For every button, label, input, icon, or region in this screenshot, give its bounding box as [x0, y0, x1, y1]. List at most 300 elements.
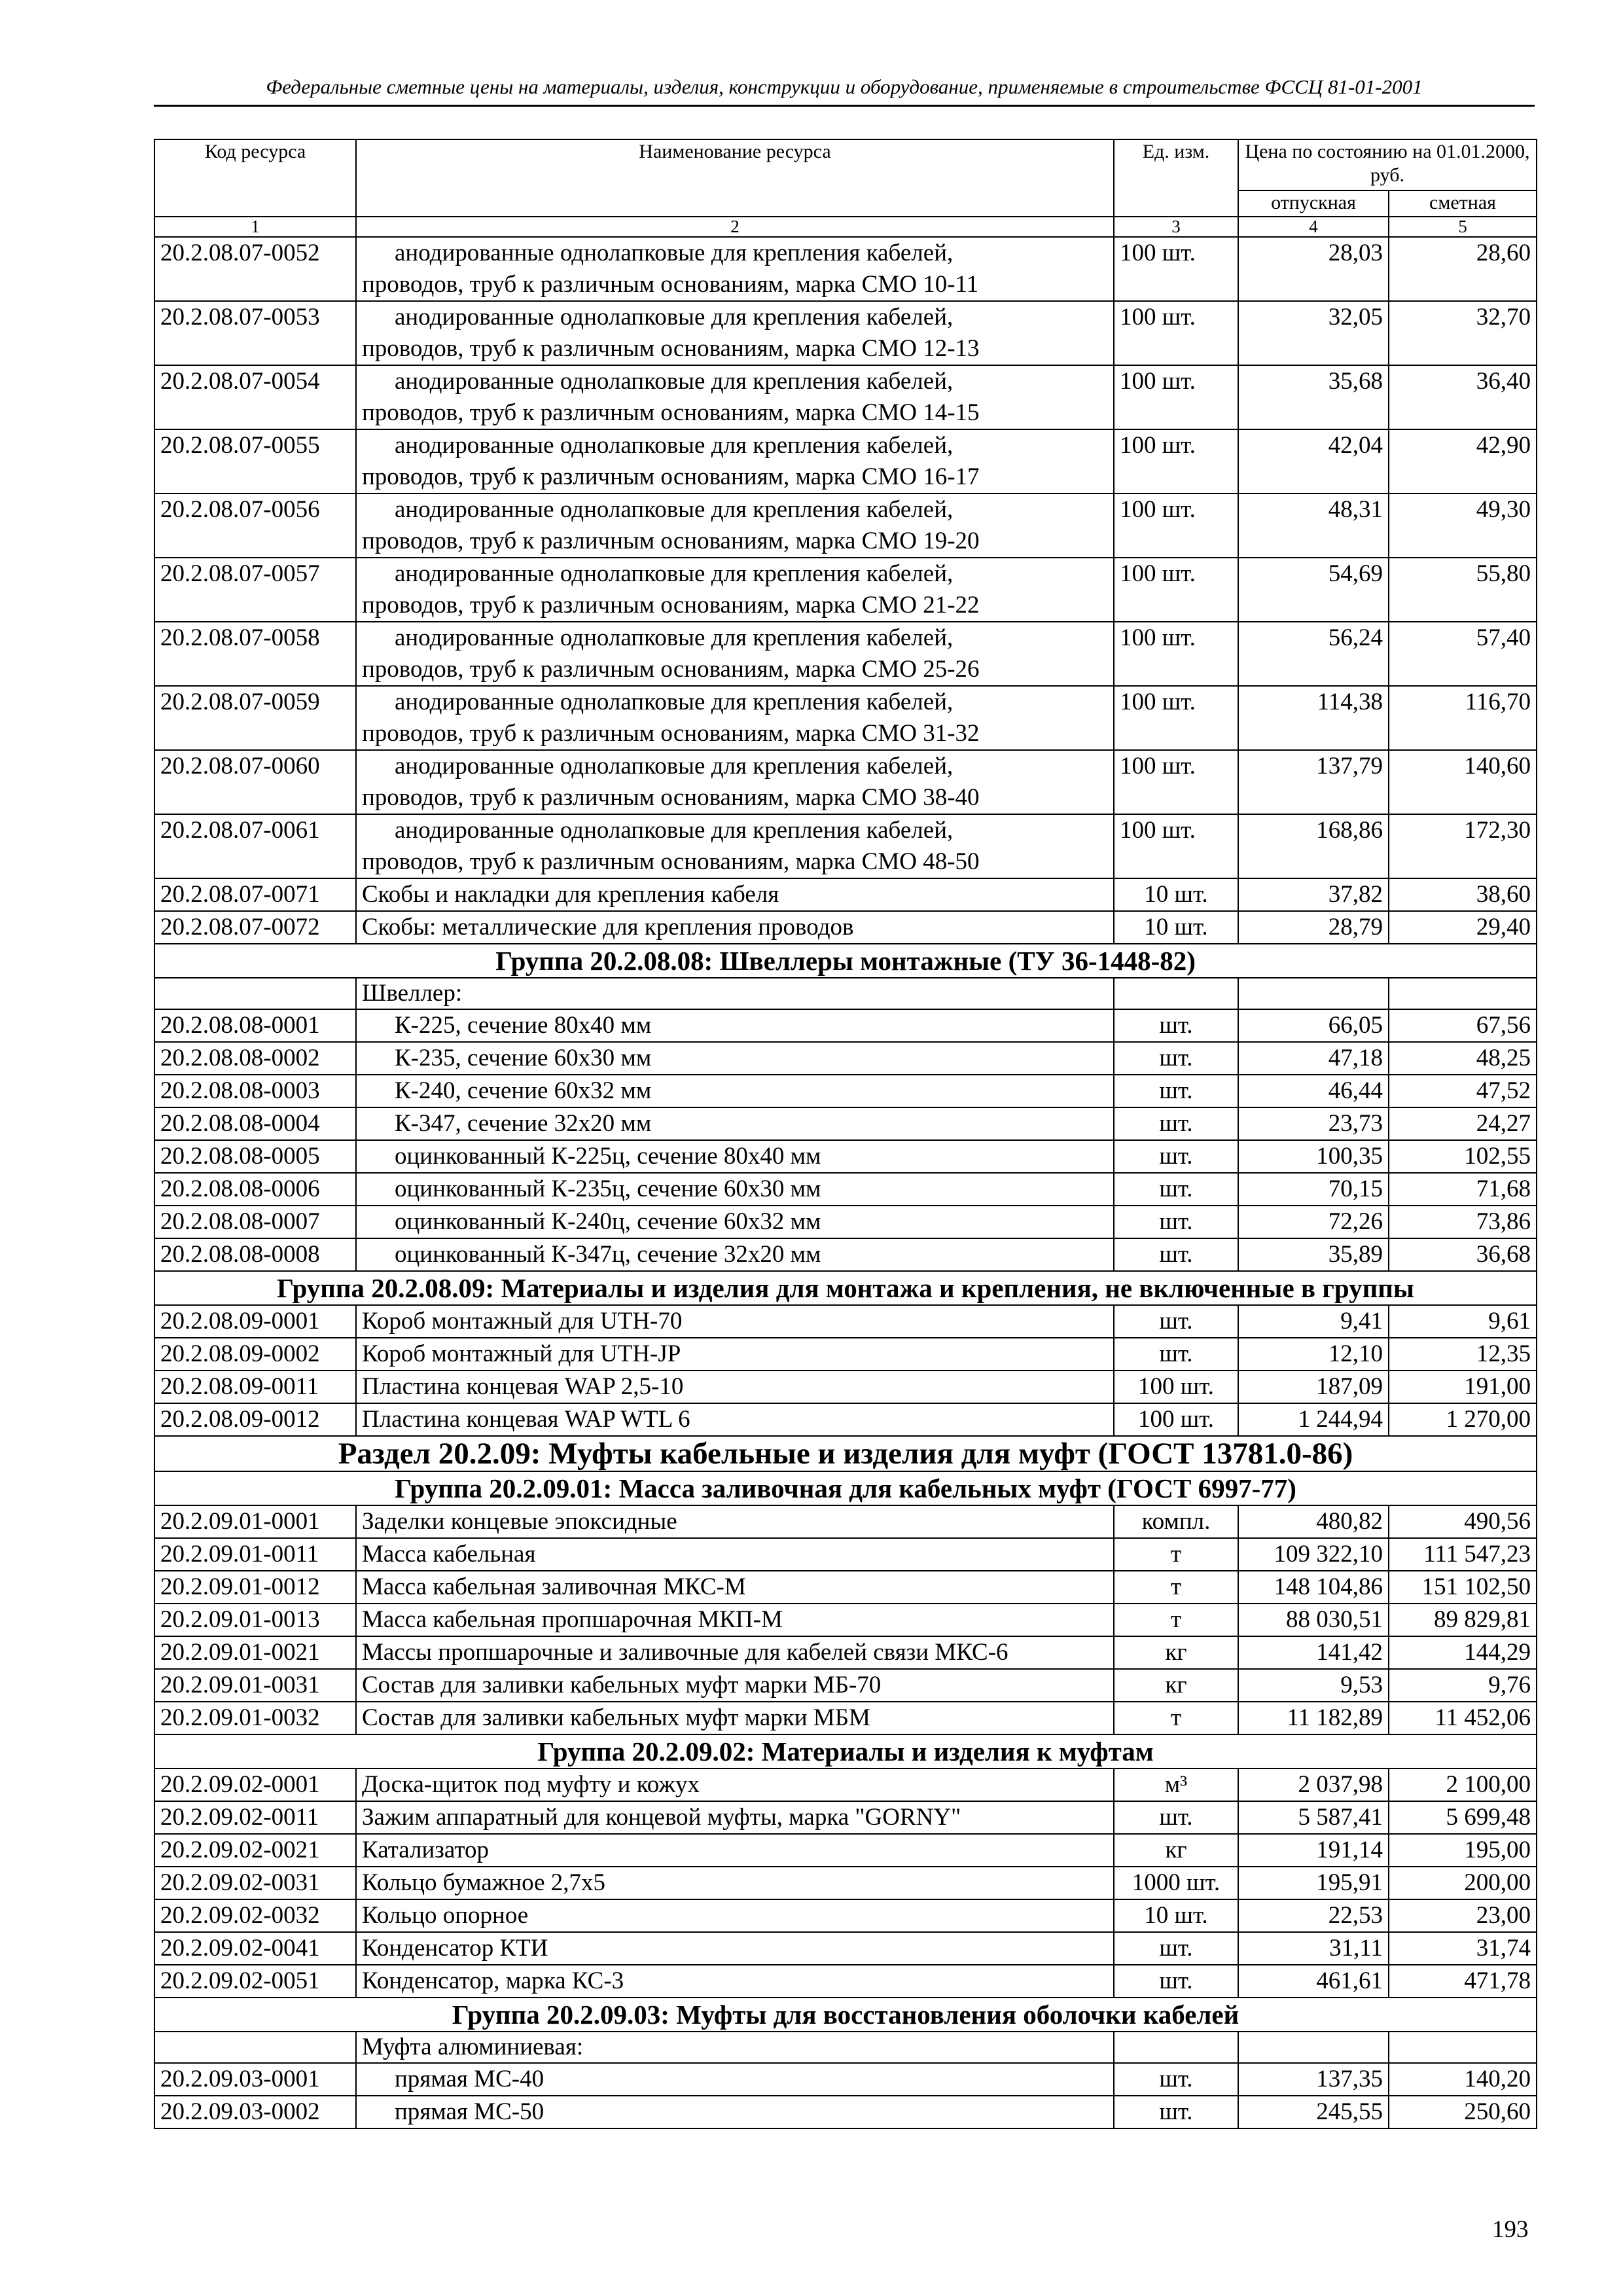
col-number: 4 [1238, 217, 1389, 237]
price-release: 461,61 [1238, 1965, 1389, 1998]
table-row [154, 493, 1537, 558]
group-title [154, 1271, 1537, 1305]
section-title [154, 1436, 1537, 1471]
resource-code: 20.2.08.09-0002 [154, 1338, 356, 1371]
price-release: 100,35 [1238, 1140, 1389, 1173]
price-release: 148 104,86 [1238, 1571, 1389, 1604]
price-estimate: 140,20 [1389, 2063, 1537, 2096]
resource-name-line1: анодированные однолапковые для крепления кабелей, [395, 304, 954, 331]
resource-name-line1: анодированные однолапковые для крепления кабелей, [395, 624, 954, 651]
table-row [154, 878, 1537, 911]
resource-name: прямая МС-40 [356, 2063, 1114, 2096]
resource-code: 20.2.09.01-0012 [154, 1571, 356, 1604]
unit: шт. [1114, 1009, 1238, 1042]
resource-code: 20.2.09.02-0041 [154, 1932, 356, 1965]
resource-name: Масса кабельная заливочная МКС-М [356, 1571, 1114, 1604]
resource-name: Катализатор [356, 1834, 1114, 1867]
price-estimate: 49,30 [1389, 493, 1537, 558]
price-release: 46,44 [1238, 1075, 1389, 1107]
resource-code [154, 2032, 356, 2063]
unit: кг [1114, 1636, 1238, 1669]
unit: шт. [1114, 1305, 1238, 1338]
table-row [154, 558, 1537, 622]
unit: 100 шт. [1114, 429, 1238, 493]
price-estimate: 1 270,00 [1389, 1403, 1537, 1436]
resource-code [154, 978, 356, 1009]
subheading-text: Швеллер: [356, 978, 1114, 1009]
subheading-row [154, 2032, 1537, 2063]
col-number: 2 [356, 217, 1114, 237]
resource-code: 20.2.08.08-0008 [154, 1238, 356, 1271]
resource-code: 20.2.08.07-0072 [154, 911, 356, 944]
table-row [154, 1107, 1537, 1140]
table-row [154, 814, 1537, 878]
price-release: 1 244,94 [1238, 1403, 1389, 1436]
unit: 100 шт. [1114, 814, 1238, 878]
unit: шт. [1114, 1965, 1238, 1998]
price-estimate: 47,52 [1389, 1075, 1537, 1107]
resource-code: 20.2.08.07-0071 [154, 878, 356, 911]
header-price-release: отпускная [1238, 190, 1389, 217]
price-estimate: 48,25 [1389, 1042, 1537, 1075]
resource-name-line2: проводов, труб к различным основаниям, марка СМО 21-22 [362, 592, 980, 619]
resource-name: прямая МС-50 [356, 2096, 1114, 2128]
table-row [154, 1801, 1537, 1834]
resource-code: 20.2.08.09-0011 [154, 1371, 356, 1403]
price-estimate: 200,00 [1389, 1867, 1537, 1899]
price-release: 47,18 [1238, 1042, 1389, 1075]
header-rule [154, 105, 1535, 107]
resource-code: 20.2.09.02-0011 [154, 1801, 356, 1834]
table-row [154, 750, 1537, 814]
unit: кг [1114, 1834, 1238, 1867]
group-title-text: Группа 20.2.09.01: Масса заливочная для кабельных муфт (ГОСТ 6997-77) [154, 1471, 1537, 1505]
price-estimate: 71,68 [1389, 1173, 1537, 1206]
resource-code: 20.2.08.09-0001 [154, 1305, 356, 1338]
resource-code: 20.2.08.07-0055 [154, 429, 356, 493]
header-code: Код ресурса [154, 139, 356, 217]
resource-name [356, 365, 1114, 429]
price-estimate: 36,40 [1389, 365, 1537, 429]
unit: 100 шт. [1114, 493, 1238, 558]
price-release: 28,79 [1238, 911, 1389, 944]
resource-code: 20.2.08.07-0058 [154, 622, 356, 686]
resource-name-line2: проводов, труб к различным основаниям, марка СМО 10-11 [362, 271, 979, 298]
unit: 100 шт. [1114, 301, 1238, 365]
resource-code: 20.2.09.02-0031 [154, 1867, 356, 1899]
resource-code: 20.2.08.07-0054 [154, 365, 356, 429]
price-estimate: 172,30 [1389, 814, 1537, 878]
resource-code: 20.2.08.07-0052 [154, 237, 356, 301]
resource-name [356, 493, 1114, 558]
table-row [154, 622, 1537, 686]
table-row [154, 1636, 1537, 1669]
unit [1114, 2032, 1238, 2063]
resource-code: 20.2.08.08-0001 [154, 1009, 356, 1042]
resource-name [356, 686, 1114, 750]
table-body [154, 237, 1537, 2128]
resource-name-line2: проводов, труб к различным основаниям, марка СМО 12-13 [362, 335, 980, 362]
price-release: 9,53 [1238, 1669, 1389, 1702]
resource-code: 20.2.08.07-0059 [154, 686, 356, 750]
resource-name-line2: проводов, труб к различным основаниям, марка СМО 48-50 [362, 848, 980, 875]
resource-name [356, 237, 1114, 301]
price-release: 137,35 [1238, 2063, 1389, 2096]
price-estimate: 24,27 [1389, 1107, 1537, 1140]
price-estimate: 151 102,50 [1389, 1571, 1537, 1604]
unit: 100 шт. [1114, 622, 1238, 686]
price-estimate: 250,60 [1389, 2096, 1537, 2128]
resource-name-line1: анодированные однолапковые для крепления кабелей, [395, 240, 954, 266]
resource-name-line2: проводов, труб к различным основаниям, марка СМО 19-20 [362, 528, 980, 554]
resource-name [356, 622, 1114, 686]
price-release: 23,73 [1238, 1107, 1389, 1140]
unit: 100 шт. [1114, 1403, 1238, 1436]
price-release: 31,11 [1238, 1932, 1389, 1965]
price-release: 141,42 [1238, 1636, 1389, 1669]
resource-name-line2: проводов, труб к различным основаниям, марка СМО 38-40 [362, 784, 980, 811]
price-release: 191,14 [1238, 1834, 1389, 1867]
unit: шт. [1114, 1107, 1238, 1140]
resource-name: Конденсатор, марка КС-3 [356, 1965, 1114, 1998]
group-title-text: Группа 20.2.08.09: Материалы и изделия для монтажа и крепления, не включенные в группы [154, 1271, 1537, 1305]
price-estimate: 140,60 [1389, 750, 1537, 814]
table-row [154, 1538, 1537, 1571]
resource-code: 20.2.09.02-0051 [154, 1965, 356, 1998]
unit [1114, 978, 1238, 1009]
price-release: 88 030,51 [1238, 1604, 1389, 1636]
resource-name: Конденсатор КТИ [356, 1932, 1114, 1965]
resource-name: Короб монтажный для UTH-JP [356, 1338, 1114, 1371]
price-estimate: 89 829,81 [1389, 1604, 1537, 1636]
unit: 100 шт. [1114, 750, 1238, 814]
resource-name: К-240, сечение 60х32 мм [356, 1075, 1114, 1107]
resource-code: 20.2.09.01-0021 [154, 1636, 356, 1669]
group-title [154, 1998, 1537, 2032]
resource-code: 20.2.09.02-0001 [154, 1768, 356, 1801]
resource-name-line1: анодированные однолапковые для крепления кабелей, [395, 496, 954, 523]
price-release: 245,55 [1238, 2096, 1389, 2128]
resource-name: Кольцо опорное [356, 1899, 1114, 1932]
table-row [154, 2096, 1537, 2128]
resource-code: 20.2.09.02-0032 [154, 1899, 356, 1932]
unit: т [1114, 1538, 1238, 1571]
price-estimate [1389, 2032, 1537, 2063]
table-row [154, 1238, 1537, 1271]
resource-name-line2: проводов, труб к различным основаниям, марка СМО 16-17 [362, 463, 980, 490]
table-row [154, 1338, 1537, 1371]
resource-name: К-347, сечение 32х20 мм [356, 1107, 1114, 1140]
unit: 1000 шт. [1114, 1867, 1238, 1899]
col-number: 5 [1389, 217, 1537, 237]
table-row [154, 1899, 1537, 1932]
unit: 100 шт. [1114, 1371, 1238, 1403]
price-estimate: 57,40 [1389, 622, 1537, 686]
price-release: 72,26 [1238, 1206, 1389, 1238]
unit: шт. [1114, 1173, 1238, 1206]
table-row [154, 686, 1537, 750]
resource-name: Масса кабельная пропшарочная МКП-М [356, 1604, 1114, 1636]
resource-code: 20.2.08.07-0061 [154, 814, 356, 878]
resource-name: Пластина концевая WAP 2,5-10 [356, 1371, 1114, 1403]
header-price-group: Цена по состоянию на 01.01.2000, руб. [1238, 139, 1537, 190]
resource-code: 20.2.08.07-0053 [154, 301, 356, 365]
price-estimate: 55,80 [1389, 558, 1537, 622]
price-release: 32,05 [1238, 301, 1389, 365]
price-release: 480,82 [1238, 1505, 1389, 1538]
table-row [154, 1571, 1537, 1604]
group-title-text: Группа 20.2.08.08: Швеллеры монтажные (ТУ 36-1448-82) [154, 944, 1537, 978]
page-number: 193 [1492, 2216, 1529, 2243]
resource-name: Зажим аппаратный для концевой муфты, марка "GORNY" [356, 1801, 1114, 1834]
price-release: 54,69 [1238, 558, 1389, 622]
price-release: 137,79 [1238, 750, 1389, 814]
resource-name: К-235, сечение 60х30 мм [356, 1042, 1114, 1075]
price-estimate: 36,68 [1389, 1238, 1537, 1271]
price-release [1238, 2032, 1389, 2063]
table-row [154, 301, 1537, 365]
resource-name: Скобы и накладки для крепления кабеля [356, 878, 1114, 911]
resource-name: Масса кабельная [356, 1538, 1114, 1571]
resource-name-line1: анодированные однолапковые для крепления кабелей, [395, 368, 954, 395]
group-title-text: Группа 20.2.09.02: Материалы и изделия к муфтам [154, 1734, 1537, 1768]
price-estimate: 28,60 [1389, 237, 1537, 301]
price-estimate: 73,86 [1389, 1206, 1537, 1238]
price-estimate: 111 547,23 [1389, 1538, 1537, 1571]
table-row [154, 1834, 1537, 1867]
group-title [154, 1734, 1537, 1768]
price-estimate: 67,56 [1389, 1009, 1537, 1042]
resource-name: Скобы: металлические для крепления проводов [356, 911, 1114, 944]
resource-code: 20.2.09.03-0001 [154, 2063, 356, 2096]
resource-name: Короб монтажный для UTH-70 [356, 1305, 1114, 1338]
table-row [154, 1965, 1537, 1998]
resource-code: 20.2.09.01-0011 [154, 1538, 356, 1571]
resource-name: Состав для заливки кабельных муфт марки МБМ [356, 1702, 1114, 1734]
unit: 10 шт. [1114, 1899, 1238, 1932]
price-estimate: 195,00 [1389, 1834, 1537, 1867]
resource-name-line2: проводов, труб к различным основаниям, марка СМО 14-15 [362, 399, 980, 426]
price-estimate: 38,60 [1389, 878, 1537, 911]
col-number: 3 [1114, 217, 1238, 237]
table-row [154, 1505, 1537, 1538]
price-estimate: 490,56 [1389, 1505, 1537, 1538]
resource-name: Пластина концевая WAP WTL 6 [356, 1403, 1114, 1436]
resource-code: 20.2.09.02-0021 [154, 1834, 356, 1867]
unit: компл. [1114, 1505, 1238, 1538]
resource-name: оцинкованный К-240ц, сечение 60х32 мм [356, 1206, 1114, 1238]
unit: шт. [1114, 1338, 1238, 1371]
price-estimate: 9,61 [1389, 1305, 1537, 1338]
table-row [154, 1206, 1537, 1238]
price-estimate [1389, 978, 1537, 1009]
resource-name [356, 750, 1114, 814]
unit: шт. [1114, 1801, 1238, 1834]
resource-name: оцинкованный К-347ц, сечение 32х20 мм [356, 1238, 1114, 1271]
section-title-text: Раздел 20.2.09: Муфты кабельные и изделия для муфт (ГОСТ 13781.0-86) [154, 1436, 1537, 1471]
table-header [154, 139, 1537, 237]
price-release: 35,68 [1238, 365, 1389, 429]
price-estimate: 9,76 [1389, 1669, 1537, 1702]
price-release: 12,10 [1238, 1338, 1389, 1371]
unit: 100 шт. [1114, 558, 1238, 622]
price-estimate: 2 100,00 [1389, 1768, 1537, 1801]
resource-code: 20.2.09.01-0032 [154, 1702, 356, 1734]
resource-code: 20.2.08.08-0002 [154, 1042, 356, 1075]
unit: шт. [1114, 1042, 1238, 1075]
table-row [154, 1867, 1537, 1899]
price-estimate: 102,55 [1389, 1140, 1537, 1173]
column-numbers-row [154, 217, 1537, 237]
unit: шт. [1114, 1206, 1238, 1238]
resource-name: Доска-щиток под муфту и кожух [356, 1768, 1114, 1801]
unit: шт. [1114, 2096, 1238, 2128]
price-estimate: 42,90 [1389, 429, 1537, 493]
resource-name [356, 301, 1114, 365]
table-row [154, 1009, 1537, 1042]
resource-name-line2: проводов, труб к различным основаниям, марка СМО 25-26 [362, 656, 980, 683]
price-release: 9,41 [1238, 1305, 1389, 1338]
price-release: 22,53 [1238, 1899, 1389, 1932]
resource-code: 20.2.08.08-0006 [154, 1173, 356, 1206]
resource-code: 20.2.09.01-0013 [154, 1604, 356, 1636]
subheading-row [154, 978, 1537, 1009]
price-estimate: 5 699,48 [1389, 1801, 1537, 1834]
unit: кг [1114, 1669, 1238, 1702]
table-row [154, 1932, 1537, 1965]
resource-name: оцинкованный К-235ц, сечение 60х30 мм [356, 1173, 1114, 1206]
price-estimate: 31,74 [1389, 1932, 1537, 1965]
unit: 10 шт. [1114, 911, 1238, 944]
price-release: 35,89 [1238, 1238, 1389, 1271]
resource-code: 20.2.08.09-0012 [154, 1403, 356, 1436]
resource-code: 20.2.09.01-0031 [154, 1669, 356, 1702]
unit: м³ [1114, 1768, 1238, 1801]
resource-name: оцинкованный К-225ц, сечение 80х40 мм [356, 1140, 1114, 1173]
resource-code: 20.2.08.07-0057 [154, 558, 356, 622]
price-estimate: 116,70 [1389, 686, 1537, 750]
subheading-text: Муфта алюминиевая: [356, 2032, 1114, 2063]
price-release [1238, 978, 1389, 1009]
resource-name-line1: анодированные однолапковые для крепления кабелей, [395, 560, 954, 587]
price-estimate: 32,70 [1389, 301, 1537, 365]
price-estimate: 144,29 [1389, 1636, 1537, 1669]
price-estimate: 191,00 [1389, 1371, 1537, 1403]
resource-name: Массы пропшарочные и заливочные для кабелей связи МКС-6 [356, 1636, 1114, 1669]
resource-code: 20.2.08.08-0007 [154, 1206, 356, 1238]
price-release: 5 587,41 [1238, 1801, 1389, 1834]
price-estimate: 471,78 [1389, 1965, 1537, 1998]
resource-code: 20.2.09.03-0002 [154, 2096, 356, 2128]
unit: шт. [1114, 2063, 1238, 2096]
table-row [154, 1140, 1537, 1173]
resource-code: 20.2.08.08-0003 [154, 1075, 356, 1107]
price-table [154, 139, 1537, 2129]
table-row [154, 1371, 1537, 1403]
header-price-estimate: сметная [1389, 190, 1537, 217]
price-release: 168,86 [1238, 814, 1389, 878]
resource-name [356, 558, 1114, 622]
price-release: 187,09 [1238, 1371, 1389, 1403]
unit: 100 шт. [1114, 237, 1238, 301]
col-number: 1 [154, 217, 356, 237]
price-release: 70,15 [1238, 1173, 1389, 1206]
header-name: Наименование ресурса [356, 139, 1114, 217]
price-release: 37,82 [1238, 878, 1389, 911]
header-unit: Ед. изм. [1114, 139, 1238, 217]
price-release: 66,05 [1238, 1009, 1389, 1042]
resource-code: 20.2.09.01-0001 [154, 1505, 356, 1538]
unit: шт. [1114, 1932, 1238, 1965]
resource-name: К-225, сечение 80х40 мм [356, 1009, 1114, 1042]
page-header-title: Федеральные сметные цены на материалы, изделия, конструкции и оборудование, применяемые в строительстве ФССЦ 81-01-2001 [266, 75, 1423, 98]
resource-name [356, 814, 1114, 878]
resource-name [356, 429, 1114, 493]
unit: т [1114, 1571, 1238, 1604]
unit: т [1114, 1604, 1238, 1636]
price-release: 114,38 [1238, 686, 1389, 750]
table-row [154, 1669, 1537, 1702]
price-release: 28,03 [1238, 237, 1389, 301]
table-row [154, 1173, 1537, 1206]
resource-code: 20.2.08.07-0056 [154, 493, 356, 558]
table-row [154, 1075, 1537, 1107]
price-release: 56,24 [1238, 622, 1389, 686]
price-release: 2 037,98 [1238, 1768, 1389, 1801]
table-row [154, 911, 1537, 944]
resource-name-line1: анодированные однолапковые для крепления кабелей, [395, 432, 954, 459]
price-release: 42,04 [1238, 429, 1389, 493]
resource-name-line1: анодированные однолапковые для крепления кабелей, [395, 753, 954, 780]
resource-code: 20.2.08.08-0005 [154, 1140, 356, 1173]
resource-name: Заделки концевые эпоксидные [356, 1505, 1114, 1538]
resource-name-line1: анодированные однолапковые для крепления кабелей, [395, 817, 954, 844]
unit: 10 шт. [1114, 878, 1238, 911]
group-title-text: Группа 20.2.09.03: Муфты для восстановления оболочки кабелей [154, 1998, 1537, 2032]
price-release: 11 182,89 [1238, 1702, 1389, 1734]
table-row [154, 429, 1537, 493]
table-row [154, 237, 1537, 301]
unit: 100 шт. [1114, 686, 1238, 750]
resource-name: Кольцо бумажное 2,7х5 [356, 1867, 1114, 1899]
price-release: 195,91 [1238, 1867, 1389, 1899]
table-row [154, 1604, 1537, 1636]
price-estimate: 29,40 [1389, 911, 1537, 944]
table-row [154, 365, 1537, 429]
price-estimate: 23,00 [1389, 1899, 1537, 1932]
table-row [154, 1403, 1537, 1436]
group-title [154, 1471, 1537, 1505]
unit: шт. [1114, 1238, 1238, 1271]
table-row [154, 1702, 1537, 1734]
resource-name-line1: анодированные однолапковые для крепления кабелей, [395, 689, 954, 715]
table-row [154, 1305, 1537, 1338]
unit: шт. [1114, 1140, 1238, 1173]
table-row [154, 1768, 1537, 1801]
resource-name: Состав для заливки кабельных муфт марки МБ-70 [356, 1669, 1114, 1702]
table-row [154, 2063, 1537, 2096]
price-estimate: 11 452,06 [1389, 1702, 1537, 1734]
price-release: 109 322,10 [1238, 1538, 1389, 1571]
price-release: 48,31 [1238, 493, 1389, 558]
group-title [154, 944, 1537, 978]
price-estimate: 12,35 [1389, 1338, 1537, 1371]
resource-name-line2: проводов, труб к различным основаниям, марка СМО 31-32 [362, 720, 980, 747]
unit: шт. [1114, 1075, 1238, 1107]
unit: т [1114, 1702, 1238, 1734]
table-row [154, 1042, 1537, 1075]
resource-code: 20.2.08.08-0004 [154, 1107, 356, 1140]
